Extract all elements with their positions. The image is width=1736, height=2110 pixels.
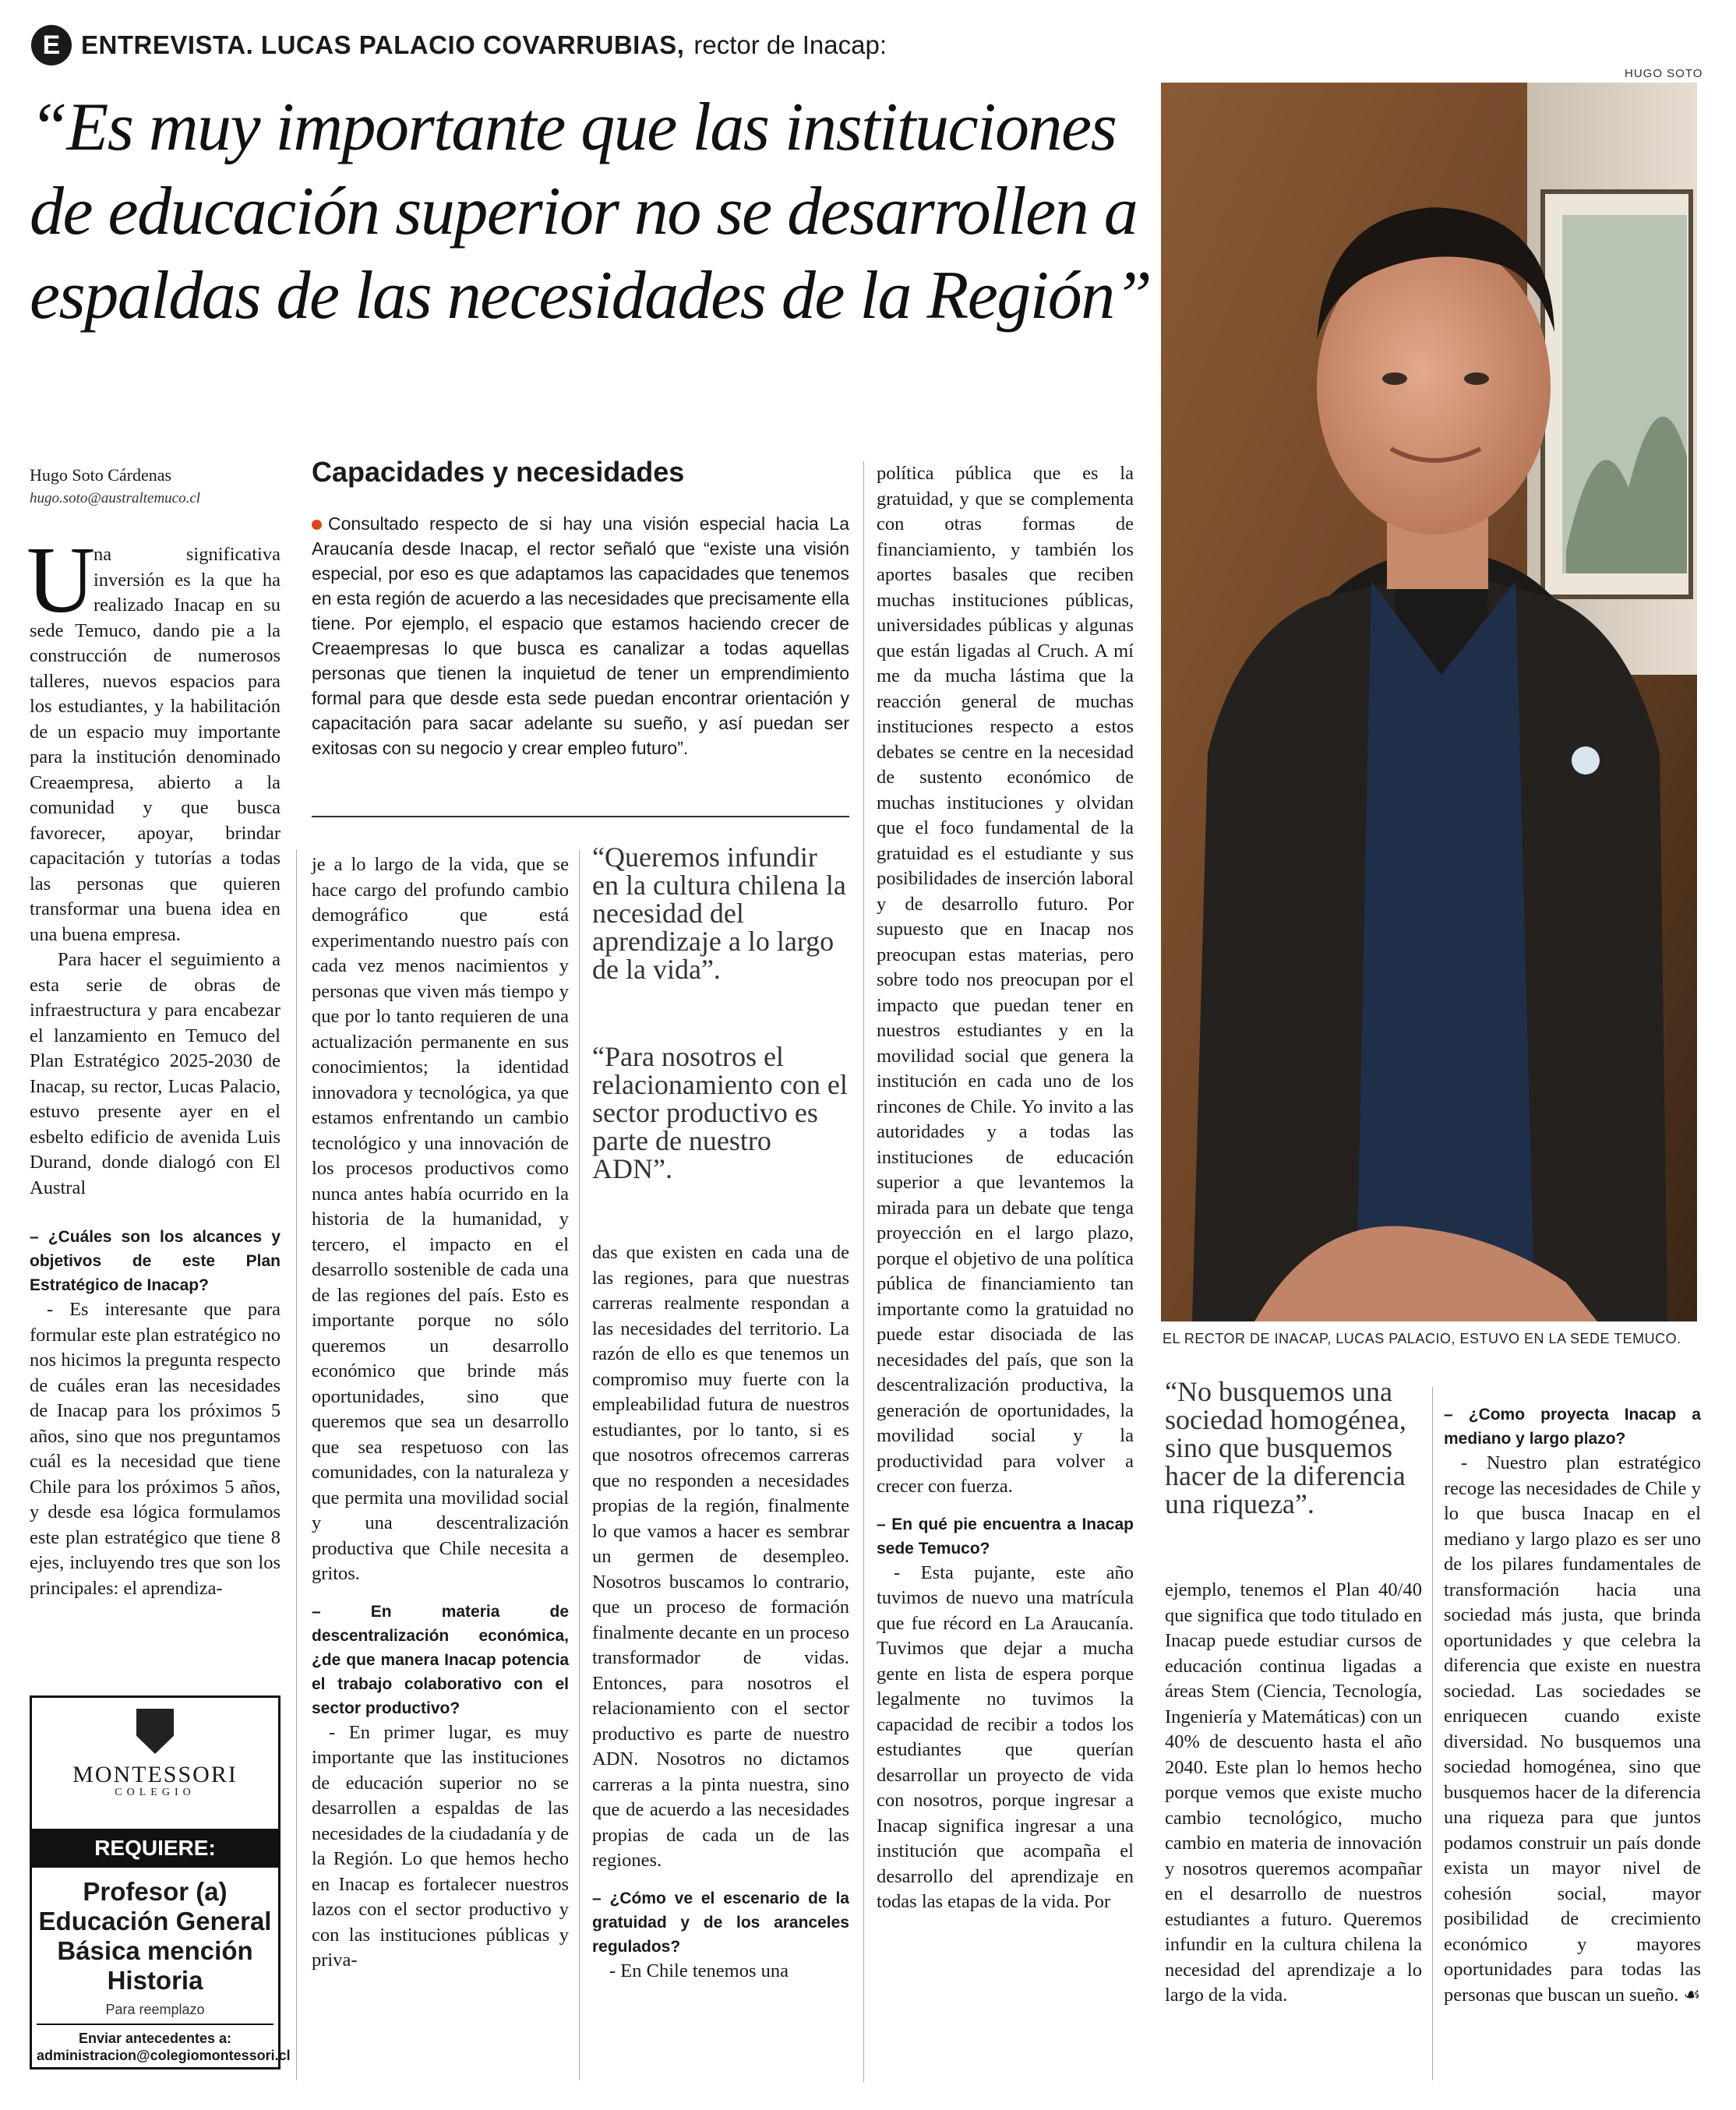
column-rule — [296, 849, 297, 2080]
portrait-illustration — [1161, 83, 1697, 1321]
ad-brand: MONTESSORI — [72, 1762, 238, 1787]
crest-icon — [136, 1709, 174, 1754]
article-column-4 — [877, 461, 1134, 1915]
sidebar-title: Capacidades y necesidades — [312, 456, 685, 488]
intro-text: na significativa inversión es la que ha realizado Inacap en su sede Temuco, dando pie a la construcción de numerosos talleres, nuevos espacios para los estudiantes, y la habilitación de un espacio muy importante para la institución denominado Creaempresa, abierto a la comunidad y que busca favorecer, apoyar, brindar capacitación y tutorías a todas las personas que quieren transformar una buena idea en una buena empresa. — [30, 544, 281, 945]
column-5-paragraph: ejemplo, tenemos el Plan 40/40 que significa que todo titulado en Inacap puede estudiar cursos de educación continua ligadas a áreas Stem (Ciencia, Tecnología, Ingeniería y Matemáticas) con un 40% de descuento hasta el año 2040. Este plan lo hemos hecho porque vemos que existe mucho cambio tecnológico, mucho cambio en materia de innovación y nosotros queremos acompañar en el desarrollo de nuestros estudiantes a futuro. Queremos infundir en la cultura chilena la necesidad del aprendizaje a lo largo de la vida. — [1165, 1579, 1422, 2006]
column-rule — [579, 849, 580, 2080]
answer-2: - En primer lugar, es muy importante que las instituciones de educación superior no se desarrollen a espaldas de las necesidades de la ciudadanía y de la Región. Lo que hemos hecho en Inacap es fortalecer nuestros lazos con el sector productivo y con las instituciones públicas y priva- — [312, 1721, 569, 1971]
article-column-3 — [592, 1240, 849, 1984]
answer-4: - Esta pujante, este año tuvimos de nuevo una matrícula que fue récord en La Araucanía. Tuvimos que dejar a mucha gente en lista de espera porque legalmente no tuvimos la capacidad de recibir a todos los estudiantes que querían desarrollar un proyecto de vida con nosotros, porque ingresar a Inacap significa ingresar a una institución que acompaña el desarrollo del aprendizaje en todas las etapas de la vida. Por — [877, 1561, 1134, 1912]
article-column-2 — [312, 852, 569, 1974]
ad-replacement-note: Para reemplazo — [105, 2002, 205, 2017]
ad-position: Profesor (a) Educación General Básica mención Historia — [38, 1877, 272, 1995]
column-3-paragraph: das que existen en cada una de las regiones, para que nuestras carreras realmente respondan a las necesidades del territorio. La razón de ello es que tenemos un compromiso muy fuerte con la empleabilidad futura de nuestros estudiantes, por lo tanto, si es que nosotros ofrecemos carreras que no responden a necesidades propias de la región, finalmente lo que vamos a hacer es sembrar un germen de desempleo. Nosotros buscamos lo contrario, que un proceso de formación finalmente decante en un proceso transformador de vidas. Entonces, para nosotros el relacionamiento con el sector productivo es parte de nuestro ADN. Nosotros no dictamos carreras a la pinta nuestra, sino que de acuerdo a las necesidades propias de cada un de las regiones. — [592, 1242, 849, 1871]
section-badge: E — [31, 25, 72, 65]
answer-3: - En Chile tenemos una — [609, 1960, 789, 1981]
column-rule — [863, 461, 864, 2082]
column-4-paragraph: política pública que es la gratuidad, y que se complementa con otras formas de financiamiento, y también los aportes basales que reciben muchas instituciones públicas, universidades públicas y algunas que están ligadas al Cruch. A mí me da mucha lástima que la reacción general de muchas instituciones respecto a estos debates se centre en la necesidad de sustento económico de muchas instituciones y olvidan que el foco fundamental de la gratuidad es el estudiante y sus posibilidades de inserción laboral y de desarrollo futuro. Por supuesto que en Inacap nos preocupan estas materias, pero sobre todo nos preocupan por el impacto que puedan tener en nuestros estudiantes y en la movilidad social que genera la institución en cada uno de los rincones de Chile. Yo invito a las autoridades y a todas las instituciones de educación superior a que levantemos la mirada para un debate que tenga proyección en el largo plazo, porque el objetivo de una política pública de financiamiento tan importante como la gratuidad no puede estar disociada de las necesidades del país, que son la descentralización productiva, la generación de oportunidades, la movilidad social y la productividad para volver a crecer con fuerza. — [877, 463, 1134, 1497]
byline — [30, 465, 200, 507]
kicker-interviewee: ENTREVISTA. LUCAS PALACIO COVARRUBIAS, — [81, 30, 685, 59]
question-2: – En materia de descentralización económica, ¿de que manera Inacap potencia el trabajo colaborativo con el sector productivo? — [312, 1602, 569, 1717]
ad-requiere-banner: REQUIERE: — [32, 1829, 278, 1868]
article-column-1b — [30, 1225, 281, 1601]
photo-caption: EL RECTOR DE INACAP, LUCAS PALACIO, ESTUVO EN LA SEDE TEMUCO. — [1163, 1331, 1681, 1346]
question-3: – ¿Cómo ve el escenario de la gratuidad y de los aranceles regulados? — [592, 1889, 849, 1956]
article-column-6 — [1444, 1403, 1701, 2008]
ad-logo — [32, 1709, 278, 1799]
sidebar-text — [312, 511, 849, 760]
author-name: Hugo Soto Cárdenas — [30, 465, 172, 485]
answer-1: - Es interesante que para formular este plan estratégico no nos hicimos la pregunta respecto de cuáles eran las necesidades de Inacap para los próximos 5 años, sino que nos preguntamos cuál es la necesidad que tiene Chile para los próximos 5 años, y desde esa lógica formulamos este plan estratégico que tiene 8 ejes, incluyendo tres que son los principales: el aprendiza- — [30, 1299, 281, 1599]
kicker-role: rector de Inacap: — [693, 30, 887, 59]
column-2-paragraph: je a lo largo de la vida, que se hace cargo del profundo cambio demográfico que está experimentando nuestro país con cada vez menos nacimientos y personas que viven más tiempo y que por lo tanto requieren de una actualización permanente en sus conocimientos; la identidad innovadora y tecnológica, ya que estamos enfrentando un cambio tecnológico y una innovación de los procesos productivos como nunca antes había ocurrido en la historia de la humanidad, y tercero, el impacto en el desarrollo sostenible de cada una de las regiones del país. Esto es importante porque no sólo queremos un desarrollo económico que brinde más oportunidades, sino que queremos que sea un desarrollo que sea respetuoso con las comunidades, con la naturaleza y que permita una movilidad social y una descentralización productiva que Chile necesita a gritos. — [312, 854, 569, 1584]
sidebar-divider — [312, 816, 849, 817]
column-rule — [1432, 1387, 1433, 2080]
pull-quote-2: “Para nosotros el relacionamiento con el sector productivo es parte de nuestro ADN”. — [592, 1041, 848, 1184]
article-column-5 — [1165, 1578, 1422, 2009]
sidebar-body: Consultado respecto de si hay una visión especial hacia La Araucanía desde Inacap, el rector señaló que “existe una visión especial, por eso es que adaptamos las capacidades que tenemos en esta región de acuerdo a las necesidades que precisamente ella tiene. Por ejemplo, el espacio que estamos haciendo crecer de Creaempresas lo que busca es canalizar a todas aquellas personas que tienen la inquietud de tener un emprendimiento formal para que desde esta sede puedan encontrar orientación y capacitación para sacar adelante su sueño, y así puedan ser exitosas con su negocio y crear empleo futuro”. — [312, 513, 849, 758]
photo-credit: HUGO SOTO — [1625, 67, 1703, 80]
bullet-dot-icon — [312, 520, 322, 530]
article-column-1 — [30, 542, 281, 1201]
question-4: – En qué pie encuentra a Inacap sede Temuco? — [877, 1515, 1134, 1558]
headline: “Es muy importante que las instituciones de educación superior no se desarrollen a espaldas de las necesidades de la Región” — [30, 90, 1152, 333]
rector-photo — [1161, 83, 1697, 1321]
answer-5: - Nuestro plan estratégico recoge las necesidades de Chile y lo que busca Inacap en el mediano y largo plazo es ser uno de los pilares fundamentales de transformación hacia una sociedad más justa, que brinda oportunidades y que celebra la diferencia que existe en nuestra sociedad. Las sociedades se enriquecen cuando existe diversidad. No busquemos una sociedad homogénea, sino que busquemos hacer de la diferencia una riqueza para que juntos podamos construir un país donde exista un mayor nivel de cohesión social, mayor posibilidad de crecimiento económico y mayores oportunidades para todas las personas que buscan un sueño. ☙ — [1444, 1452, 1701, 2006]
question-1: – ¿Cuáles son los alcances y objetivos de este Plan Estratégico de Inacap? — [30, 1228, 281, 1294]
author-email[interactable]: hugo.soto@australtemuco.cl — [30, 490, 201, 506]
context-paragraph: Para hacer el seguimiento a esta serie de obras de infraestructura y para encabezar el lanzamiento en Temuco del Plan Estratégico 2025-2030 de Inacap, su rector, Lucas Palacio, estuvo presente ayer en el esbelto edificio de avenida Luis Durand, donde dialogó con El Austral — [30, 949, 281, 1198]
intro-paragraph — [30, 542, 281, 947]
ad-brand-sub: COLEGIO — [115, 1787, 196, 1798]
drop-cap: U — [26, 528, 96, 633]
pull-quote-1: “Queremos infundir en la cultura chilena la necesidad del aprendizaje a lo largo de la vida”. — [592, 842, 846, 985]
ad-contact[interactable]: Enviar antecedentes a: administracion@colegiomontessori.cl — [37, 2024, 273, 2064]
pull-quote-3: “No busquemos una sociedad homogénea, sino que busquemos hacer de la diferencia una riqueza”. — [1165, 1376, 1406, 1519]
section-kicker — [31, 23, 887, 67]
question-5: – ¿Como proyecta Inacap a mediano y largo plazo? — [1444, 1406, 1701, 1448]
montessori-job-ad — [30, 1695, 291, 2069]
